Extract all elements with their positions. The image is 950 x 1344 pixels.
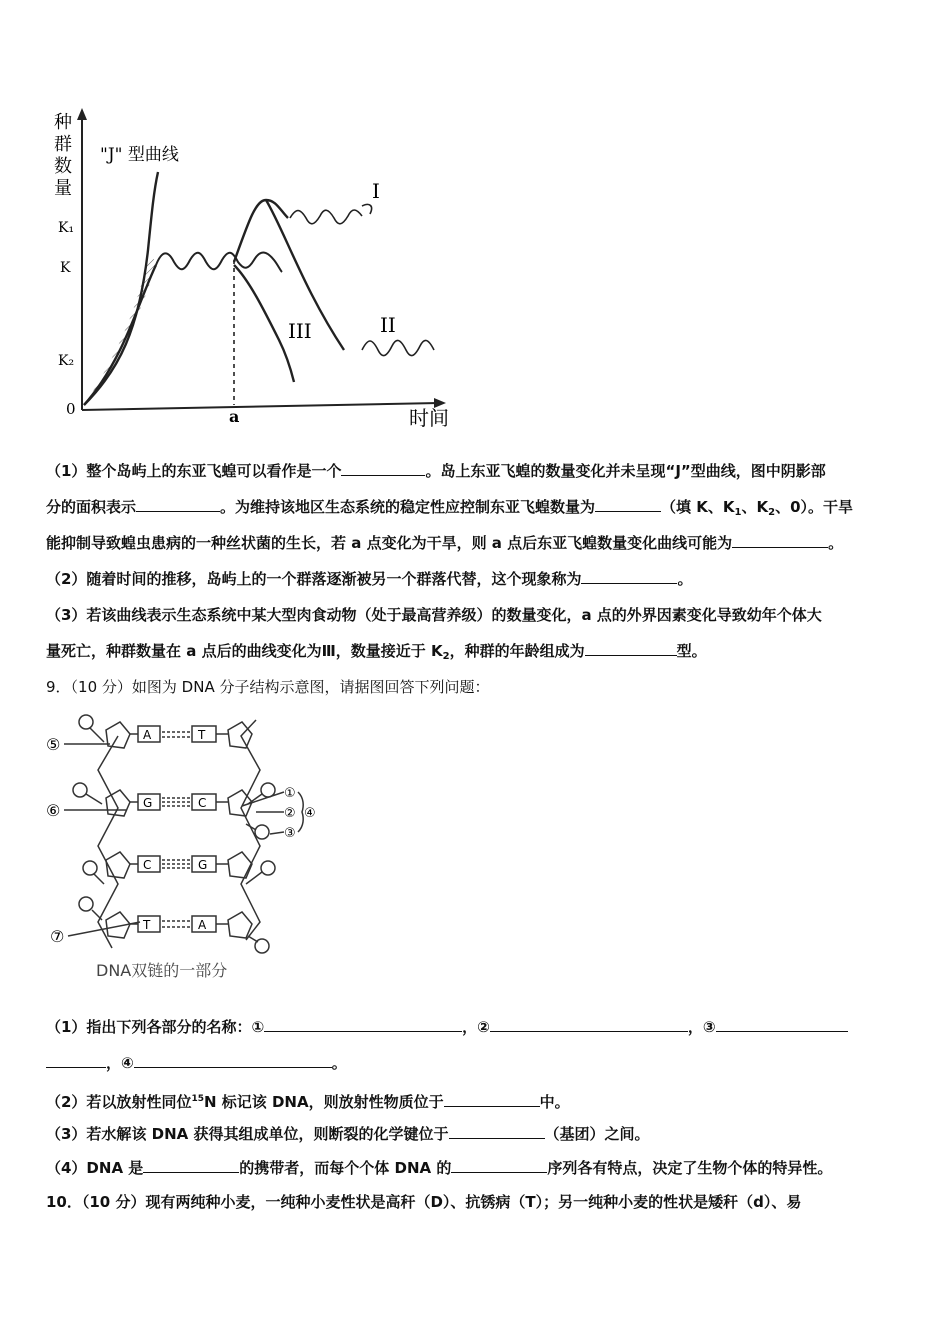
dna-caption: DNA双链的一部分: [96, 961, 228, 980]
q8-p3-a: （3）若该曲线表示生态系统中某大型肉食动物（处于最高营养级）的数量变化，a 点的外界因素变化导致幼年个体大: [46, 606, 822, 624]
q9-s2-b: N 标记该 DNA，则放射性物质位于: [203, 1093, 444, 1111]
left-phosphate-2: [73, 783, 87, 797]
right-sugar-3: [228, 852, 252, 878]
left-backbone: [98, 736, 118, 948]
q8-p1-b: 。岛上东亚飞蝗的数量变化并未呈现“J”型曲线，图中阴影部: [425, 462, 826, 480]
dna-diagram: [46, 708, 336, 988]
x-axis: [82, 403, 439, 410]
q8-blank-1[interactable]: [341, 461, 425, 476]
y-axis-arrow: [77, 108, 87, 120]
right-sugar-4: [228, 912, 252, 938]
q8-p1-f: 、K: [741, 498, 769, 516]
q9-blank-5[interactable]: [444, 1092, 540, 1107]
q9-s1-c: ，③: [687, 1018, 716, 1036]
base-r3: G: [198, 858, 208, 872]
q8-p2: （2）随着时间的推移，岛屿上的一个群落逐渐被另一个群落代替，这个现象称为: [46, 570, 582, 588]
q9-blank-6[interactable]: [449, 1124, 545, 1139]
label-II: II: [380, 313, 396, 337]
curve-I-oscillation: [290, 210, 362, 224]
base-r4: A: [198, 918, 207, 932]
base-r2: C: [198, 796, 207, 810]
y-axis-label-2: 群: [54, 134, 72, 155]
label-III: III: [288, 319, 312, 343]
x-axis-label: 时间: [409, 406, 449, 430]
y-tick-k1: K₁: [58, 220, 75, 236]
q8-part1-line1: [46, 461, 908, 481]
q9-header: [46, 677, 908, 697]
population-growth-graph: [44, 100, 484, 435]
q9-s2-sup: 15: [191, 1094, 204, 1104]
y-axis-label-3: 数: [54, 156, 72, 177]
x-tick-a: a: [229, 407, 240, 426]
marker-2: ②: [284, 806, 296, 821]
q9-s4-c: 序列各有特点，决定了生物个体的特异性。: [547, 1159, 833, 1177]
q9-s2-c: 中。: [539, 1093, 570, 1111]
q9-blank-4[interactable]: [134, 1053, 332, 1068]
right-sugar-1: [228, 722, 252, 748]
leader-3: [270, 832, 284, 834]
q9-s4-a: （4）DNA 是: [46, 1159, 144, 1177]
q8-p3-d: 型。: [676, 642, 707, 660]
right-phosphate-1: [261, 783, 275, 797]
left-phosphate-1: [79, 715, 93, 729]
label-I: I: [372, 179, 380, 203]
base-l3: C: [143, 858, 152, 872]
q8-part3-line1: [46, 605, 908, 625]
left-phosphate-stem-4: [92, 910, 102, 920]
right-phosphate-2: [255, 825, 269, 839]
q9-s4: [46, 1158, 908, 1178]
curve-III: [234, 265, 294, 382]
marker-4: ④: [304, 806, 316, 821]
q8-p1-d: 。为维持该地区生态系统的稳定性应控制东亚飞蝗数量为: [220, 498, 596, 516]
q8-part1-line3: 能抑制导致蝗虫患病的一种丝状菌的生长，若 a 点变化为干旱，则 a 点后东亚飞蝗数量变化曲线可能为 。: [46, 534, 844, 552]
right-backbone: [241, 720, 260, 940]
q8-part3-line2: 量死亡，种群数量在 a 点后的曲线变化为Ⅲ，数量接近于 $K_2$，种群的年龄组成为 型。: [46, 642, 707, 662]
q9-blank-8[interactable]: [451, 1158, 547, 1173]
q9-blank-2[interactable]: [490, 1017, 688, 1032]
shaded-area: [84, 258, 156, 405]
left-phosphate-stem-3: [94, 874, 104, 884]
k-oscillation: [156, 253, 282, 273]
q8-blank-4[interactable]: [732, 533, 828, 548]
marker-1: ①: [284, 786, 296, 801]
q9-blank-7[interactable]: [143, 1158, 239, 1173]
q8-p3-c: ，种群的年龄组成为: [449, 642, 585, 660]
marker-5: ⑤: [46, 735, 61, 754]
curve-I-tail: [362, 204, 372, 214]
q9-blank-3b[interactable]: [46, 1053, 106, 1068]
y-tick-k2: K₂: [58, 353, 75, 369]
q8-p1-a: （1）整个岛屿上的东亚飞蝗可以看作是一个: [46, 462, 342, 480]
q8-p1-e: （填 K、K: [661, 498, 735, 516]
q10-header: [46, 1192, 908, 1212]
q9-s3: [46, 1124, 908, 1144]
right-phosphate-stem-4: [248, 936, 258, 942]
q9-s1-line1: [46, 1017, 908, 1037]
base-l1: A: [143, 728, 152, 742]
q9-s1-line2: ，④ 。: [46, 1053, 908, 1073]
q9-s1-b: ，②: [462, 1018, 490, 1036]
marker-6: ⑥: [46, 801, 61, 820]
q8-blank-5[interactable]: [581, 569, 677, 584]
y-axis-label-4: 量: [54, 178, 72, 199]
q9-blank-1[interactable]: [264, 1017, 462, 1032]
q9-s1-a: （1）指出下列各部分的名称：①: [46, 1018, 265, 1036]
j-curve-label: "J" 型曲线: [100, 145, 179, 165]
q9-s3-b: （基团）之间。: [544, 1125, 650, 1143]
base-r1: T: [198, 728, 206, 742]
q10-header-text: 10．（10 分）现有两纯种小麦，一纯种小麦性状是高秆（D）、抗锈病（T）；另一纯种小麦的性状是矮秆（d）、易: [46, 1193, 802, 1211]
marker-3: ③: [284, 826, 296, 841]
q8-part1-line2: 分的面积表示 。为维持该地区生态系统的稳定性应控制东亚飞蝗数量为 （填 K、$K_1$、$K_2$、0）。干旱: [46, 498, 854, 518]
base-l2: G: [143, 796, 153, 810]
marker-7: ⑦: [50, 927, 65, 946]
q9-s4-b: 的携带者，而每个个体 DNA 的: [239, 1159, 452, 1177]
left-sugar-3: [106, 852, 130, 878]
q8-p3-b: 量死亡，种群数量在 a 点后的曲线变化为Ⅲ，数量接近于 K: [46, 642, 443, 660]
curve-II-oscillation: [362, 340, 434, 355]
y-axis-label-1: 种: [54, 112, 72, 133]
q8-p1-g: 、0）。干旱: [775, 498, 854, 516]
base-l4: T: [143, 918, 151, 932]
q9-s3-a: （3）若水解该 DNA 获得其组成单位，则断裂的化学键位于: [46, 1125, 449, 1143]
q8-part2: （2）随着时间的推移，岛屿上的一个群落逐渐被另一个群落代替，这个现象称为 。: [46, 570, 693, 588]
left-phosphate-4: [79, 897, 93, 911]
left-phosphate-stem-1: [90, 728, 104, 742]
left-phosphate-3: [83, 861, 97, 875]
left-phosphate-stem-2: [86, 794, 102, 804]
q8-p1-c: 分的面积表示: [46, 498, 137, 516]
q8-p1-h: 能抑制导致蝗虫患病的一种丝状菌的生长，若 a 点变化为干旱，则 a 点后东亚飞蝗数量变化曲线可能为: [46, 534, 733, 552]
q9-s2: [46, 1089, 908, 1112]
origin-label: 0: [66, 400, 76, 418]
q9-s1-d: ，④: [106, 1054, 134, 1072]
right-phosphate-3: [261, 861, 275, 875]
brace-4: [298, 792, 303, 832]
q9-blank-3a[interactable]: [716, 1017, 848, 1032]
q9-s2-a: （2）若以放射性同位: [46, 1093, 192, 1111]
y-tick-k: K: [60, 260, 71, 276]
q9-header-text: 9．（10 分）如图为 DNA 分子结构示意图，请据图回答下列问题：: [46, 678, 490, 696]
q8-blank-2[interactable]: [136, 497, 220, 512]
q8-blank-3[interactable]: [595, 497, 661, 512]
q8-blank-6[interactable]: [585, 641, 677, 656]
left-sugar-2: [106, 790, 130, 816]
